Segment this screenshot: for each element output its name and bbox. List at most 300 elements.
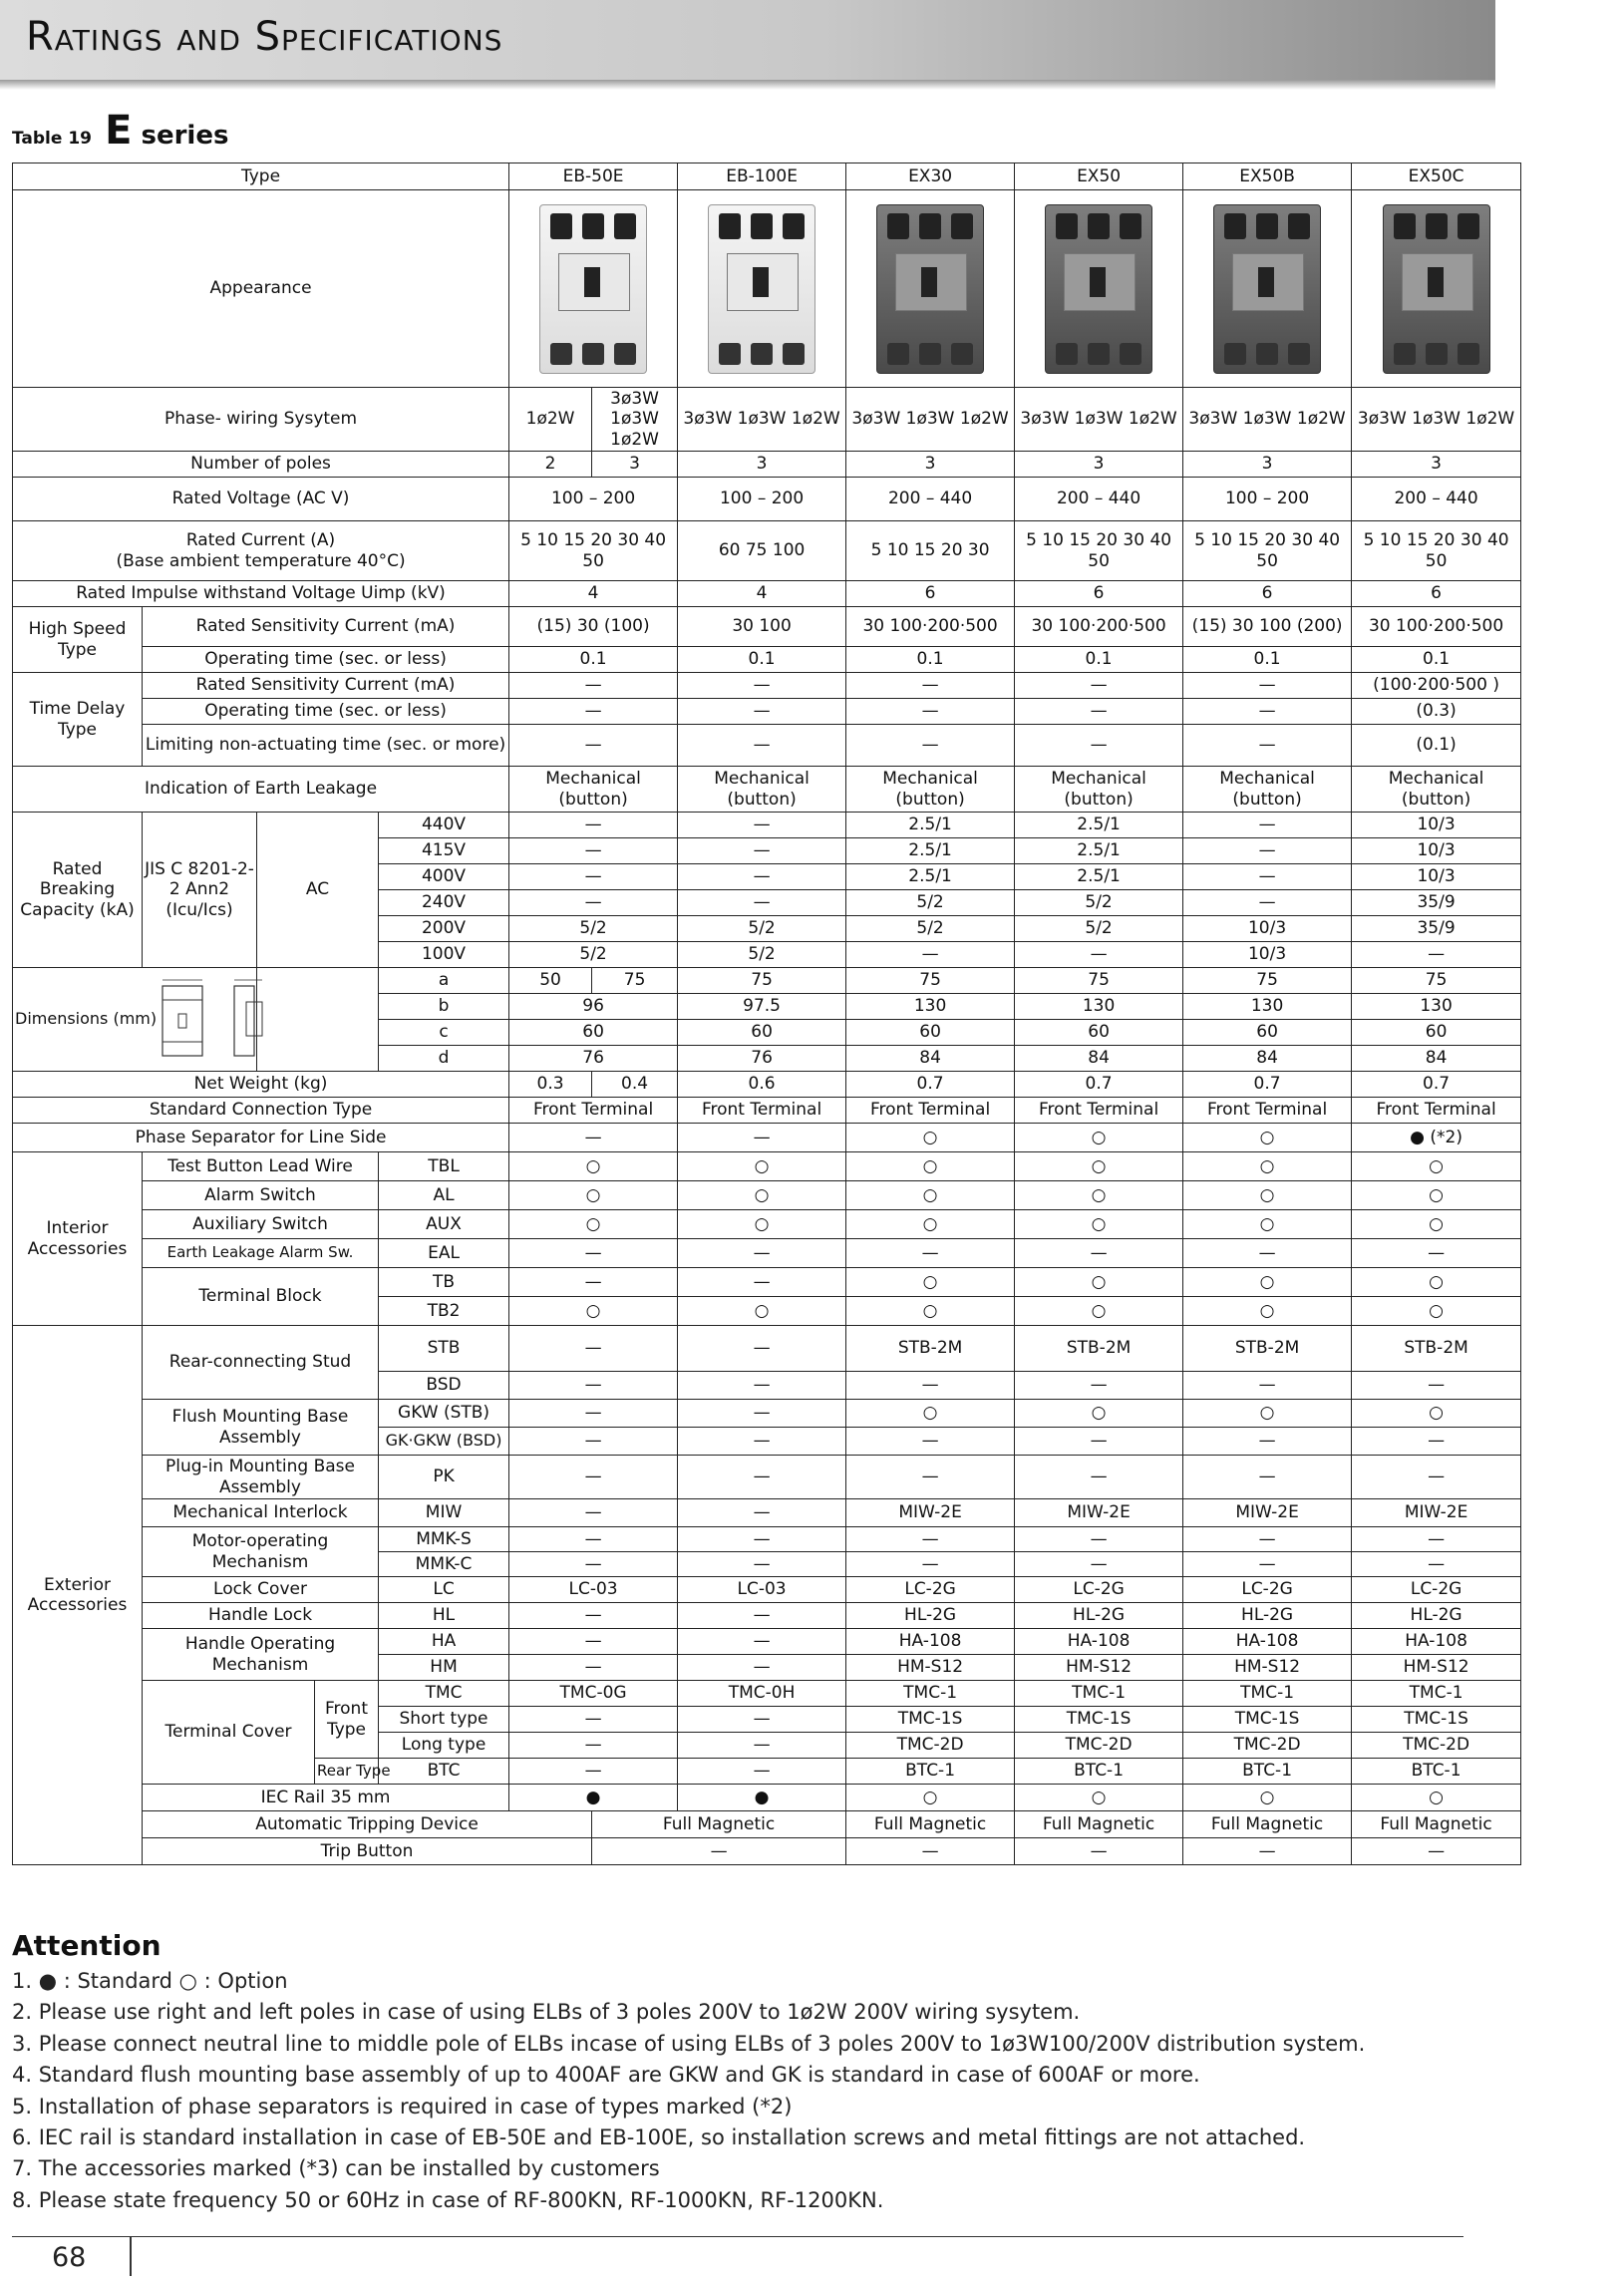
dim-letter: d xyxy=(379,1046,509,1072)
cell: — xyxy=(509,1499,678,1527)
exterior-row xyxy=(13,1499,1521,1527)
cell: 0.1 xyxy=(846,647,1015,673)
table-number: Table 19 xyxy=(12,129,92,149)
cell: Front Terminal xyxy=(509,1098,678,1124)
cell: TMC-0G xyxy=(509,1681,678,1707)
cell: 0.7 xyxy=(1015,1072,1183,1098)
cell: ○ xyxy=(678,1210,846,1239)
cell: Mechanical (button) xyxy=(1352,767,1521,813)
cell: 60 xyxy=(846,1020,1015,1046)
cell: 3 xyxy=(592,452,678,478)
cell: — xyxy=(509,1527,678,1552)
cell: TMC-1S xyxy=(1352,1707,1521,1733)
cell: 1ø2W xyxy=(509,388,592,452)
cell: 30 100·200·500 xyxy=(1352,607,1521,647)
cell: — xyxy=(678,673,846,699)
cell: — xyxy=(678,1372,846,1400)
cell: ○ xyxy=(509,1181,678,1210)
cell: 6 xyxy=(1015,581,1183,607)
cell: 2.5/1 xyxy=(846,813,1015,838)
cell: HM-S12 xyxy=(1183,1655,1352,1681)
indication-label: Indication of Earth Leakage xyxy=(13,767,509,813)
cell: ○ xyxy=(846,1210,1015,1239)
page-number: 68 xyxy=(52,2242,87,2273)
cell: 30 100 xyxy=(678,607,846,647)
cell: Front Terminal xyxy=(846,1098,1015,1124)
cell: — xyxy=(1015,1456,1183,1499)
cell: — xyxy=(846,725,1015,767)
cell: — xyxy=(509,1428,678,1456)
photo-ex50c xyxy=(1352,190,1521,388)
cell: 0.1 xyxy=(1352,647,1521,673)
impulse-row xyxy=(13,581,1521,607)
cell: ○ xyxy=(1352,1297,1521,1326)
cell: (0.1) xyxy=(1352,725,1521,767)
dim-letter: c xyxy=(379,1020,509,1046)
cell: MIW-2E xyxy=(1183,1499,1352,1527)
note-item: 5. Installation of phase separators is required in case of types marked (*2) xyxy=(12,2094,793,2118)
cell: HL-2G xyxy=(1015,1603,1183,1629)
cell: — xyxy=(1352,942,1521,968)
cell: 60 xyxy=(509,1020,678,1046)
model-eb50e: EB-50E xyxy=(509,163,678,190)
cell: HL-2G xyxy=(846,1603,1015,1629)
cell: 3 xyxy=(846,452,1015,478)
cell: — xyxy=(846,1456,1015,1499)
cell: 60 75 100 xyxy=(678,521,846,581)
accessory-name: Plug-in Mounting Base Assembly xyxy=(143,1456,379,1499)
current-row xyxy=(13,521,1521,581)
cell: — xyxy=(678,1456,846,1499)
cell: 0.1 xyxy=(1183,647,1352,673)
poles-label: Number of poles xyxy=(13,452,509,478)
photo-ex50 xyxy=(1015,190,1183,388)
trip-button-row xyxy=(13,1838,1521,1865)
accessory-code: LC xyxy=(379,1577,509,1603)
cell: 84 xyxy=(846,1046,1015,1072)
cell: 84 xyxy=(1183,1046,1352,1072)
cell: — xyxy=(509,1372,678,1400)
cell: — xyxy=(678,813,846,838)
cell: — xyxy=(846,1527,1015,1552)
cell: 75 xyxy=(592,968,678,994)
cell: 97.5 xyxy=(678,994,846,1020)
cell: — xyxy=(1183,1527,1352,1552)
current-label xyxy=(13,521,509,581)
cell: ○ xyxy=(846,1400,1015,1428)
cell: 2.5/1 xyxy=(1015,813,1183,838)
trip-button-label: Trip Button xyxy=(143,1838,592,1865)
accessory-code: Short type xyxy=(379,1707,509,1733)
op-label: Operating time (sec. or less) xyxy=(143,699,509,725)
cell: ○ xyxy=(1015,1181,1183,1210)
cell: 5 10 15 20 30 xyxy=(846,521,1015,581)
cell: — xyxy=(678,1527,846,1552)
cell: LC-2G xyxy=(1352,1577,1521,1603)
cell: — xyxy=(509,1552,678,1577)
hs-sens-row xyxy=(13,607,1521,647)
header-shadow xyxy=(0,80,1495,90)
cell: — xyxy=(678,1655,846,1681)
high-speed-label: High Speed Type xyxy=(13,607,143,673)
accessory-code: MMK-C xyxy=(379,1552,509,1577)
indication-row xyxy=(13,767,1521,813)
table-caption xyxy=(12,108,228,154)
cell: 5/2 xyxy=(1015,916,1183,942)
cell: ○ xyxy=(1352,1268,1521,1297)
page-header xyxy=(0,0,1495,80)
td-sens-row xyxy=(13,673,1521,699)
cell: 130 xyxy=(1352,994,1521,1020)
cell: — xyxy=(678,699,846,725)
cell: 75 xyxy=(846,968,1015,994)
accessory-code: BSD xyxy=(379,1372,509,1400)
cell: TMC-0H xyxy=(678,1681,846,1707)
cell: MIW-2E xyxy=(846,1499,1015,1527)
cell: — xyxy=(1015,1372,1183,1400)
cell: 6 xyxy=(846,581,1015,607)
cell: 130 xyxy=(1183,994,1352,1020)
exterior-row xyxy=(13,1326,1521,1372)
ac-label: AC xyxy=(257,813,379,968)
cell: Full Magnetic xyxy=(1183,1811,1352,1838)
cell: — xyxy=(678,1428,846,1456)
cell: — xyxy=(1352,1428,1521,1456)
accessory-code: MIW xyxy=(379,1499,509,1527)
cell: BTC-1 xyxy=(1015,1759,1183,1785)
cell: — xyxy=(846,1552,1015,1577)
cell: 2.5/1 xyxy=(1015,864,1183,890)
cell: — xyxy=(1352,1239,1521,1268)
attention-notes xyxy=(12,1966,1487,2216)
accessory-code: BTC xyxy=(379,1759,509,1785)
cell: ○ xyxy=(1015,1152,1183,1181)
breaking-voltage: 200V xyxy=(379,916,509,942)
cell: ○ xyxy=(1352,1210,1521,1239)
cell: 6 xyxy=(1352,581,1521,607)
cell: — xyxy=(678,1552,846,1577)
accessory-code: Long type xyxy=(379,1733,509,1759)
cell: 4 xyxy=(509,581,678,607)
cell: — xyxy=(1352,1838,1521,1865)
breaking-voltage: 100V xyxy=(379,942,509,968)
cell: TMC-2D xyxy=(1352,1733,1521,1759)
weight-label: Net Weight (kg) xyxy=(13,1072,509,1098)
cell: — xyxy=(678,838,846,864)
appearance-label: Appearance xyxy=(13,190,509,388)
note-item: 6. IEC rail is standard installation in case of EB-50E and EB-100E, so installation screws and metal fittings are not attached. xyxy=(12,2125,1306,2150)
connection-label: Standard Connection Type xyxy=(13,1098,509,1124)
photo-ex50b xyxy=(1183,190,1352,388)
cell: 35/9 xyxy=(1352,916,1521,942)
cell: 96 xyxy=(509,994,678,1020)
time-delay-label: Time Delay Type xyxy=(13,673,143,767)
cell: MIW-2E xyxy=(1015,1499,1183,1527)
cell: 5 10 15 20 30 40 50 xyxy=(1015,521,1183,581)
weight-row xyxy=(13,1072,1521,1098)
cell: ○ xyxy=(1352,1400,1521,1428)
cell: HM-S12 xyxy=(1015,1655,1183,1681)
cell: — xyxy=(509,890,678,916)
limit-label: Limiting non-actuating time (sec. or more) xyxy=(143,725,509,767)
cell: BTC-1 xyxy=(1183,1759,1352,1785)
cell: TMC-2D xyxy=(1183,1733,1352,1759)
exterior-row xyxy=(13,1527,1521,1552)
cell: 5/2 xyxy=(678,916,846,942)
rear-type-label: Rear Type xyxy=(315,1759,379,1785)
cell: Full Magnetic xyxy=(1015,1811,1183,1838)
note-item: 8. Please state frequency 50 or 60Hz in case of RF-800KN, RF-1000KN, RF-1200KN. xyxy=(12,2187,884,2212)
cell: 35/9 xyxy=(1352,890,1521,916)
dim-letter: a xyxy=(379,968,509,994)
appearance-row xyxy=(13,190,1521,388)
cell: — xyxy=(678,1400,846,1428)
cell: 3 xyxy=(1183,452,1352,478)
connection-row xyxy=(13,1098,1521,1124)
cell: — xyxy=(509,864,678,890)
cell: — xyxy=(678,1603,846,1629)
cell: 76 xyxy=(678,1046,846,1072)
accessory-name: Motor-operating Mechanism xyxy=(143,1527,379,1577)
cell: 30 100·200·500 xyxy=(1015,607,1183,647)
accessory-name: Alarm Switch xyxy=(143,1181,379,1210)
cell: ○ xyxy=(846,1124,1015,1152)
exterior-row xyxy=(13,1456,1521,1499)
cell: ○ xyxy=(846,1785,1015,1811)
cell: 10/3 xyxy=(1352,838,1521,864)
rbc-label: Rated Breaking Capacity (kA) xyxy=(13,813,143,968)
cell: ○ xyxy=(1352,1181,1521,1210)
cell: ○ xyxy=(1183,1785,1352,1811)
cell: — xyxy=(1183,1372,1352,1400)
cell: LC-2G xyxy=(846,1577,1015,1603)
cell: 0.7 xyxy=(1352,1072,1521,1098)
accessory-code: AL xyxy=(379,1181,509,1210)
cell: ○ xyxy=(1015,1210,1183,1239)
cell: — xyxy=(1183,1838,1352,1865)
cell: — xyxy=(509,699,678,725)
cell: — xyxy=(846,942,1015,968)
cell: 3 xyxy=(1352,452,1521,478)
cell: 60 xyxy=(1183,1020,1352,1046)
impulse-label: Rated Impulse withstand Voltage Uimp (kV) xyxy=(13,581,509,607)
cell: TMC-1 xyxy=(1015,1681,1183,1707)
cell: ○ xyxy=(1183,1297,1352,1326)
cell: 3 xyxy=(1015,452,1183,478)
front-type-label: Front Type xyxy=(315,1681,379,1759)
cell: — xyxy=(509,725,678,767)
cell: — xyxy=(509,1733,678,1759)
cell: — xyxy=(1183,699,1352,725)
cell: Mechanical (button) xyxy=(678,767,846,813)
cell: ○ xyxy=(846,1181,1015,1210)
cell: TMC-1 xyxy=(1352,1681,1521,1707)
interior-row xyxy=(13,1152,1521,1181)
cell: — xyxy=(1183,890,1352,916)
sens-label: Rated Sensitivity Current (mA) xyxy=(143,673,509,699)
cell: — xyxy=(509,673,678,699)
cell: 5/2 xyxy=(509,942,678,968)
cell: Full Magnetic xyxy=(592,1811,846,1838)
accessory-code: TB xyxy=(379,1268,509,1297)
cell: — xyxy=(846,1838,1015,1865)
accessory-name: Lock Cover xyxy=(143,1577,379,1603)
cell: — xyxy=(1352,1552,1521,1577)
cell: 6 xyxy=(1183,581,1352,607)
cell: (0.3) xyxy=(1352,699,1521,725)
separator-label: Phase Separator for Line Side xyxy=(13,1124,509,1152)
cell: — xyxy=(678,725,846,767)
cell: — xyxy=(1183,1239,1352,1268)
cell: 0.6 xyxy=(678,1072,846,1098)
cell: — xyxy=(678,864,846,890)
cell: TMC-1S xyxy=(1015,1707,1183,1733)
cell: ○ xyxy=(1183,1210,1352,1239)
cell: 60 xyxy=(678,1020,846,1046)
cell: 5 10 15 20 30 40 50 xyxy=(1183,521,1352,581)
accessory-name: Auxiliary Switch xyxy=(143,1210,379,1239)
accessory-code: EAL xyxy=(379,1239,509,1268)
cell: 0.3 xyxy=(509,1072,592,1098)
cell: — xyxy=(509,1759,678,1785)
cell: — xyxy=(509,1124,678,1152)
interior-label: Interior Accessories xyxy=(13,1152,143,1326)
exterior-row xyxy=(13,1629,1521,1655)
breaking-voltage: 400V xyxy=(379,864,509,890)
cell: 3ø3W 1ø3W 1ø2W xyxy=(678,388,846,452)
page-title: Ratings and Specifications xyxy=(26,14,503,60)
cell: — xyxy=(846,1372,1015,1400)
cell: — xyxy=(1015,1527,1183,1552)
accessory-code: AUX xyxy=(379,1210,509,1239)
cell: Front Terminal xyxy=(1015,1098,1183,1124)
cell: HA-108 xyxy=(1183,1629,1352,1655)
cell: 2.5/1 xyxy=(846,838,1015,864)
auto-trip-row xyxy=(13,1811,1521,1838)
cell: 5/2 xyxy=(1015,890,1183,916)
cell: — xyxy=(1183,813,1352,838)
cell: ● (*2) xyxy=(1352,1124,1521,1152)
cell: 5/2 xyxy=(846,890,1015,916)
cell: HA-108 xyxy=(846,1629,1015,1655)
cell: 3 xyxy=(678,452,846,478)
cell: ○ xyxy=(678,1297,846,1326)
cell: HA-108 xyxy=(1015,1629,1183,1655)
photo-ex30 xyxy=(846,190,1015,388)
sens-label: Rated Sensitivity Current (mA) xyxy=(143,607,509,647)
cell: STB-2M xyxy=(1183,1326,1352,1372)
voltage-label: Rated Voltage (AC V) xyxy=(13,478,509,521)
cell: Mechanical (button) xyxy=(846,767,1015,813)
breaking-voltage: 415V xyxy=(379,838,509,864)
cell: 75 xyxy=(1183,968,1352,994)
poles-row xyxy=(13,452,1521,478)
cell: — xyxy=(678,1733,846,1759)
breaking-row xyxy=(13,813,1521,838)
accessory-code: MMK-S xyxy=(379,1527,509,1552)
cell: — xyxy=(509,1326,678,1372)
cell: — xyxy=(1183,673,1352,699)
cell: STB-2M xyxy=(846,1326,1015,1372)
cell: TMC-1S xyxy=(846,1707,1015,1733)
hs-op-row xyxy=(13,647,1521,673)
cell: ○ xyxy=(678,1152,846,1181)
cell: — xyxy=(1183,1428,1352,1456)
model-ex50: EX50 xyxy=(1015,163,1183,190)
cell: BTC-1 xyxy=(846,1759,1015,1785)
cell: 100 – 200 xyxy=(509,478,678,521)
cell: — xyxy=(1352,1527,1521,1552)
cell: — xyxy=(1183,1456,1352,1499)
cell: 84 xyxy=(1352,1046,1521,1072)
cell: — xyxy=(1183,1552,1352,1577)
cell: ○ xyxy=(1015,1124,1183,1152)
cell: — xyxy=(1015,942,1183,968)
cell: Front Terminal xyxy=(678,1098,846,1124)
cell: Front Terminal xyxy=(1352,1098,1521,1124)
cell: — xyxy=(1183,725,1352,767)
accessory-code: STB xyxy=(379,1326,509,1372)
cell: TMC-1S xyxy=(1183,1707,1352,1733)
cell: 3ø3W 1ø3W 1ø2W xyxy=(1352,388,1521,452)
cell: — xyxy=(1352,1456,1521,1499)
cell: ○ xyxy=(1183,1181,1352,1210)
cell: — xyxy=(509,1629,678,1655)
cell: 200 – 440 xyxy=(846,478,1015,521)
cell: Full Magnetic xyxy=(846,1811,1015,1838)
cell: — xyxy=(678,1124,846,1152)
cell: Mechanical (button) xyxy=(1015,767,1183,813)
cell: 30 100·200·500 xyxy=(846,607,1015,647)
cell: ○ xyxy=(1015,1785,1183,1811)
cell: 0.7 xyxy=(1183,1072,1352,1098)
cell: — xyxy=(1015,1428,1183,1456)
cell: 2 xyxy=(509,452,592,478)
cell: 76 xyxy=(509,1046,678,1072)
series-word: series xyxy=(141,121,229,151)
cell: — xyxy=(846,699,1015,725)
interior-row xyxy=(13,1239,1521,1268)
cell: — xyxy=(592,1838,846,1865)
footer-divider xyxy=(130,2236,132,2276)
cell: 10/3 xyxy=(1183,916,1352,942)
dimension-diagram-icon xyxy=(157,972,276,1068)
cell: — xyxy=(1015,673,1183,699)
accessory-name: Handle Lock xyxy=(143,1603,379,1629)
cell: — xyxy=(1015,699,1183,725)
cell: 0.7 xyxy=(846,1072,1015,1098)
accessory-name: Mechanical Interlock xyxy=(143,1499,379,1527)
cell: — xyxy=(678,1499,846,1527)
cell: TMC-2D xyxy=(846,1733,1015,1759)
auto-trip-label: Automatic Tripping Device xyxy=(143,1811,592,1838)
cell: 75 xyxy=(1352,968,1521,994)
cell: — xyxy=(509,1456,678,1499)
photo-eb50e xyxy=(509,190,678,388)
accessory-code: TB2 xyxy=(379,1297,509,1326)
cell: 10/3 xyxy=(1352,813,1521,838)
dimensions-cell xyxy=(13,968,257,1072)
cell: 75 xyxy=(678,968,846,994)
cell: — xyxy=(678,1759,846,1785)
cell: — xyxy=(509,1603,678,1629)
accessory-name: Test Button Lead Wire xyxy=(143,1152,379,1181)
cell: (15) 30 (100) xyxy=(509,607,678,647)
cell: HM-S12 xyxy=(846,1655,1015,1681)
exterior-row xyxy=(13,1785,1521,1811)
cell: 2.5/1 xyxy=(1015,838,1183,864)
exterior-row xyxy=(13,1400,1521,1428)
